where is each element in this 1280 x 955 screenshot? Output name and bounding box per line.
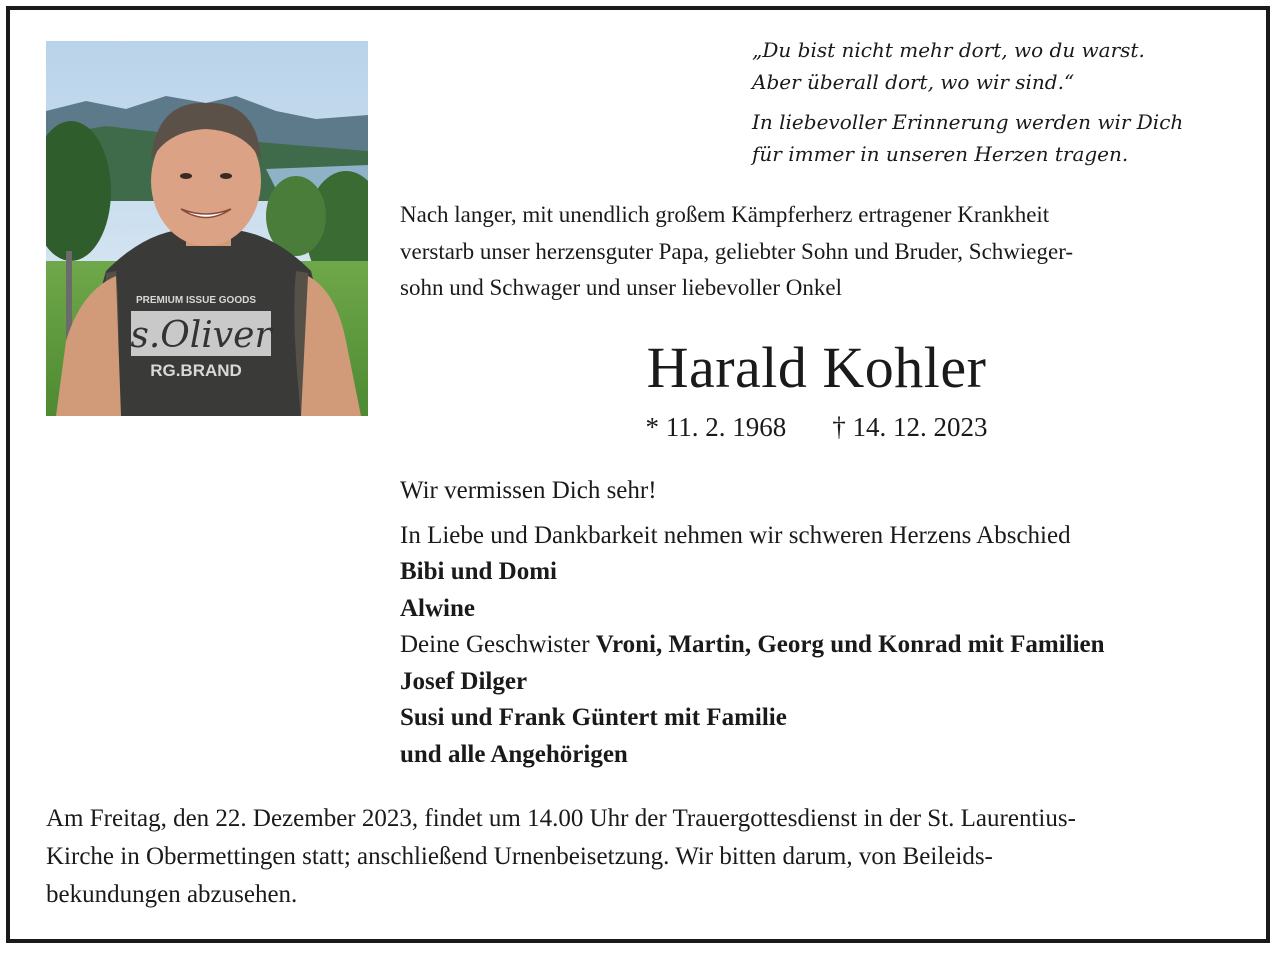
mourner-line: Bibi und Domi <box>400 558 558 585</box>
notice-line: Am Freitag, den 22. Dezember 2023, findet um 14.00 Uhr der Trauergottesdienst in der St. Laurentius- <box>46 805 1076 832</box>
quote-line: In liebevoller Erinnerung werden wir Dich <box>752 110 1184 134</box>
mourner-prefix: Deine Geschwister <box>400 631 590 658</box>
memorial-quote <box>752 34 1252 170</box>
death-date: † 14. 12. 2023 <box>832 412 988 442</box>
portrait-photo <box>46 41 368 416</box>
shirt-line2: RG.BRAND <box>150 361 242 380</box>
message-line: Wir vermissen Dich sehr! <box>400 477 657 504</box>
shirt-line1: PREMIUM ISSUE GOODS <box>135 295 257 306</box>
mourner-line: und alle Angehörigen <box>400 740 628 768</box>
deceased-name: Harald Kohler <box>646 335 987 400</box>
mourner-names: Vroni, Martin, Georg und Konrad mit Familien <box>595 631 1105 658</box>
quote-line: „Du bist nicht mehr dort, wo du warst. <box>752 38 1145 62</box>
intro-line: sohn und Schwager und unser liebevoller Onkel <box>400 275 843 300</box>
mourners-intro: In Liebe und Dankbarkeit nehmen wir schweren Herzens Abschied <box>400 521 1071 549</box>
intro-line: verstarb unser herzensguter Papa, geliebter Sohn und Bruder, Schwieger- <box>400 238 1074 264</box>
birth-date: * 11. 2. 1968 <box>645 412 787 442</box>
intro-paragraph <box>400 197 1245 307</box>
mourner-line: Susi und Frank Güntert mit Familie <box>400 704 787 731</box>
notice-line: bekundungen abzusehen. <box>46 881 298 908</box>
notice-line: Kirche in Obermettingen statt; anschließend Urnenbeisetzung. Wir bitten darum, von Beileids- <box>46 843 993 870</box>
intro-line: Nach langer, mit unendlich großem Kämpferherz ertragener Krankheit <box>400 202 1050 227</box>
mourner-line: Josef Dilger <box>400 667 528 695</box>
shirt-brand: s.Oliver <box>130 315 272 356</box>
quote-line: für immer in unseren Herzen tragen. <box>752 142 1129 166</box>
mourners-block <box>400 473 1260 773</box>
service-notice <box>46 800 1236 914</box>
quote-line: Aber überall dort, wo wir sind.“ <box>752 70 1075 94</box>
life-dates <box>400 407 1233 447</box>
mourner-line: Alwine <box>400 594 475 622</box>
mourner-line <box>400 627 1260 664</box>
